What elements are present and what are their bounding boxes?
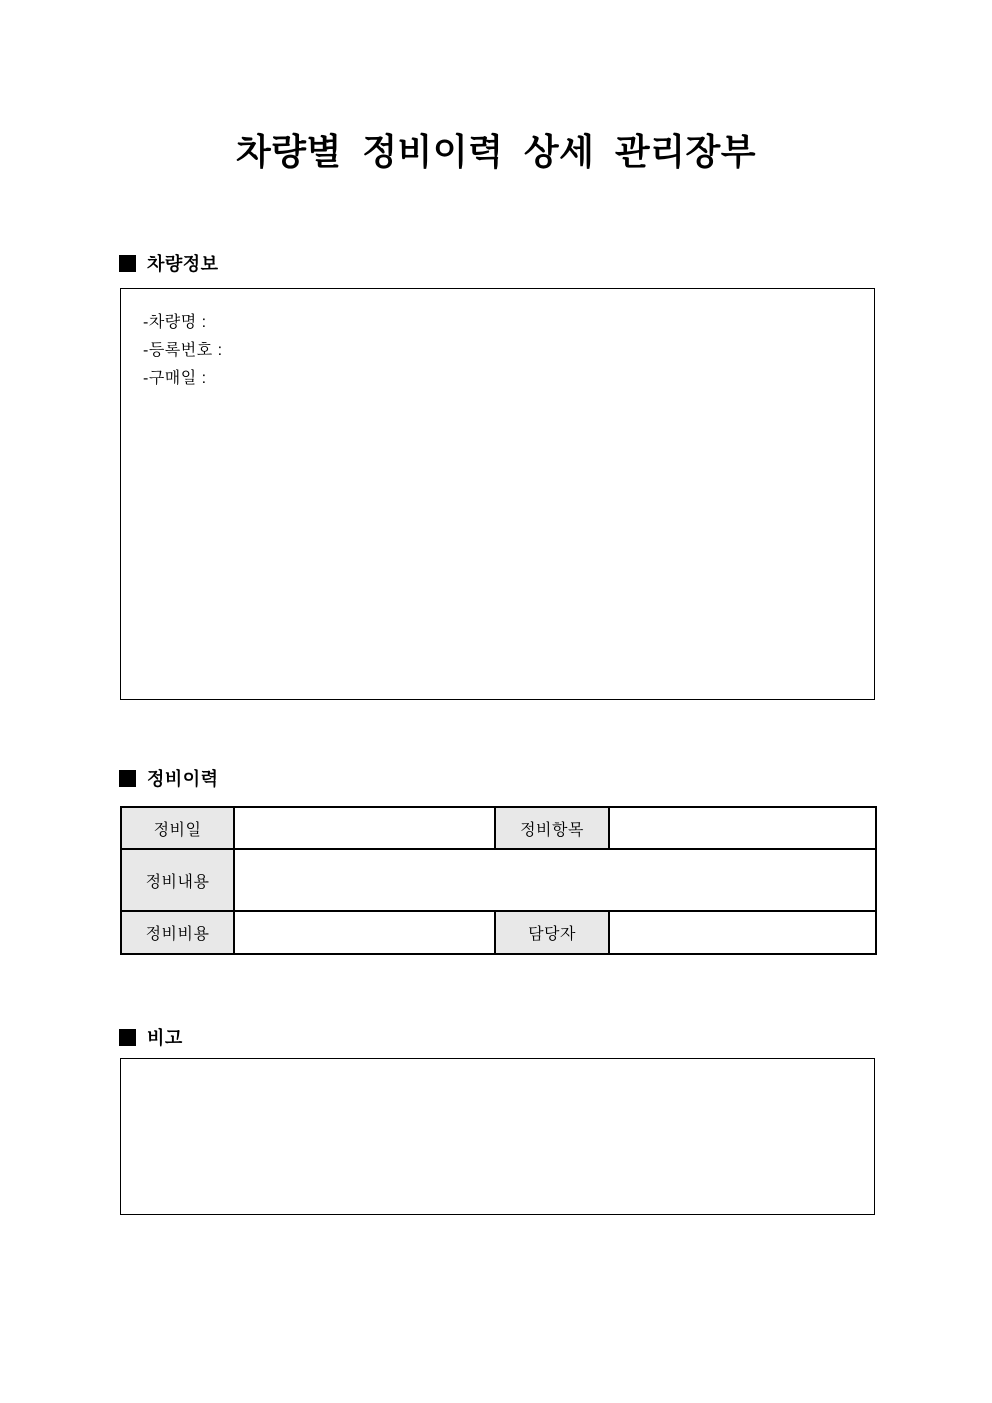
remarks-box	[120, 1058, 875, 1215]
section-bullet-icon	[119, 255, 136, 272]
registration-number-field-label: -등록번호 :	[143, 342, 223, 359]
section-heading-remarks-label: 비고	[147, 1028, 183, 1048]
page-title: 차량별 정비이력 상세 관리장부	[235, 131, 757, 172]
staff-label: 담당자	[495, 911, 609, 954]
section-heading-maintenance-history	[119, 767, 219, 789]
maintenance-date-value-cell	[234, 807, 495, 849]
table-row	[121, 807, 876, 849]
section-heading-vehicle-info-label: 차량정보	[147, 254, 219, 274]
maintenance-detail-value-cell	[234, 849, 876, 911]
maintenance-detail-label: 정비내용	[121, 849, 234, 911]
vehicle-name-field-label: -차량명 :	[143, 314, 207, 331]
section-heading-vehicle-info	[119, 252, 219, 274]
table-row	[121, 911, 876, 954]
maintenance-item-value-cell	[609, 807, 876, 849]
purchase-date-field-label: -구매일 :	[143, 370, 207, 387]
section-heading-maintenance-history-label: 정비이력	[147, 769, 219, 789]
maintenance-item-label: 정비항목	[495, 807, 609, 849]
maintenance-cost-label: 정비비용	[121, 911, 234, 954]
staff-value-cell	[609, 911, 876, 954]
section-bullet-icon	[119, 770, 136, 787]
vehicle-info-box	[120, 288, 875, 700]
section-bullet-icon	[119, 1029, 136, 1046]
maintenance-date-label: 정비일	[121, 807, 234, 849]
table-row	[121, 849, 876, 911]
maintenance-history-table	[120, 806, 877, 955]
maintenance-cost-value-cell	[234, 911, 495, 954]
section-heading-remarks	[119, 1026, 183, 1048]
